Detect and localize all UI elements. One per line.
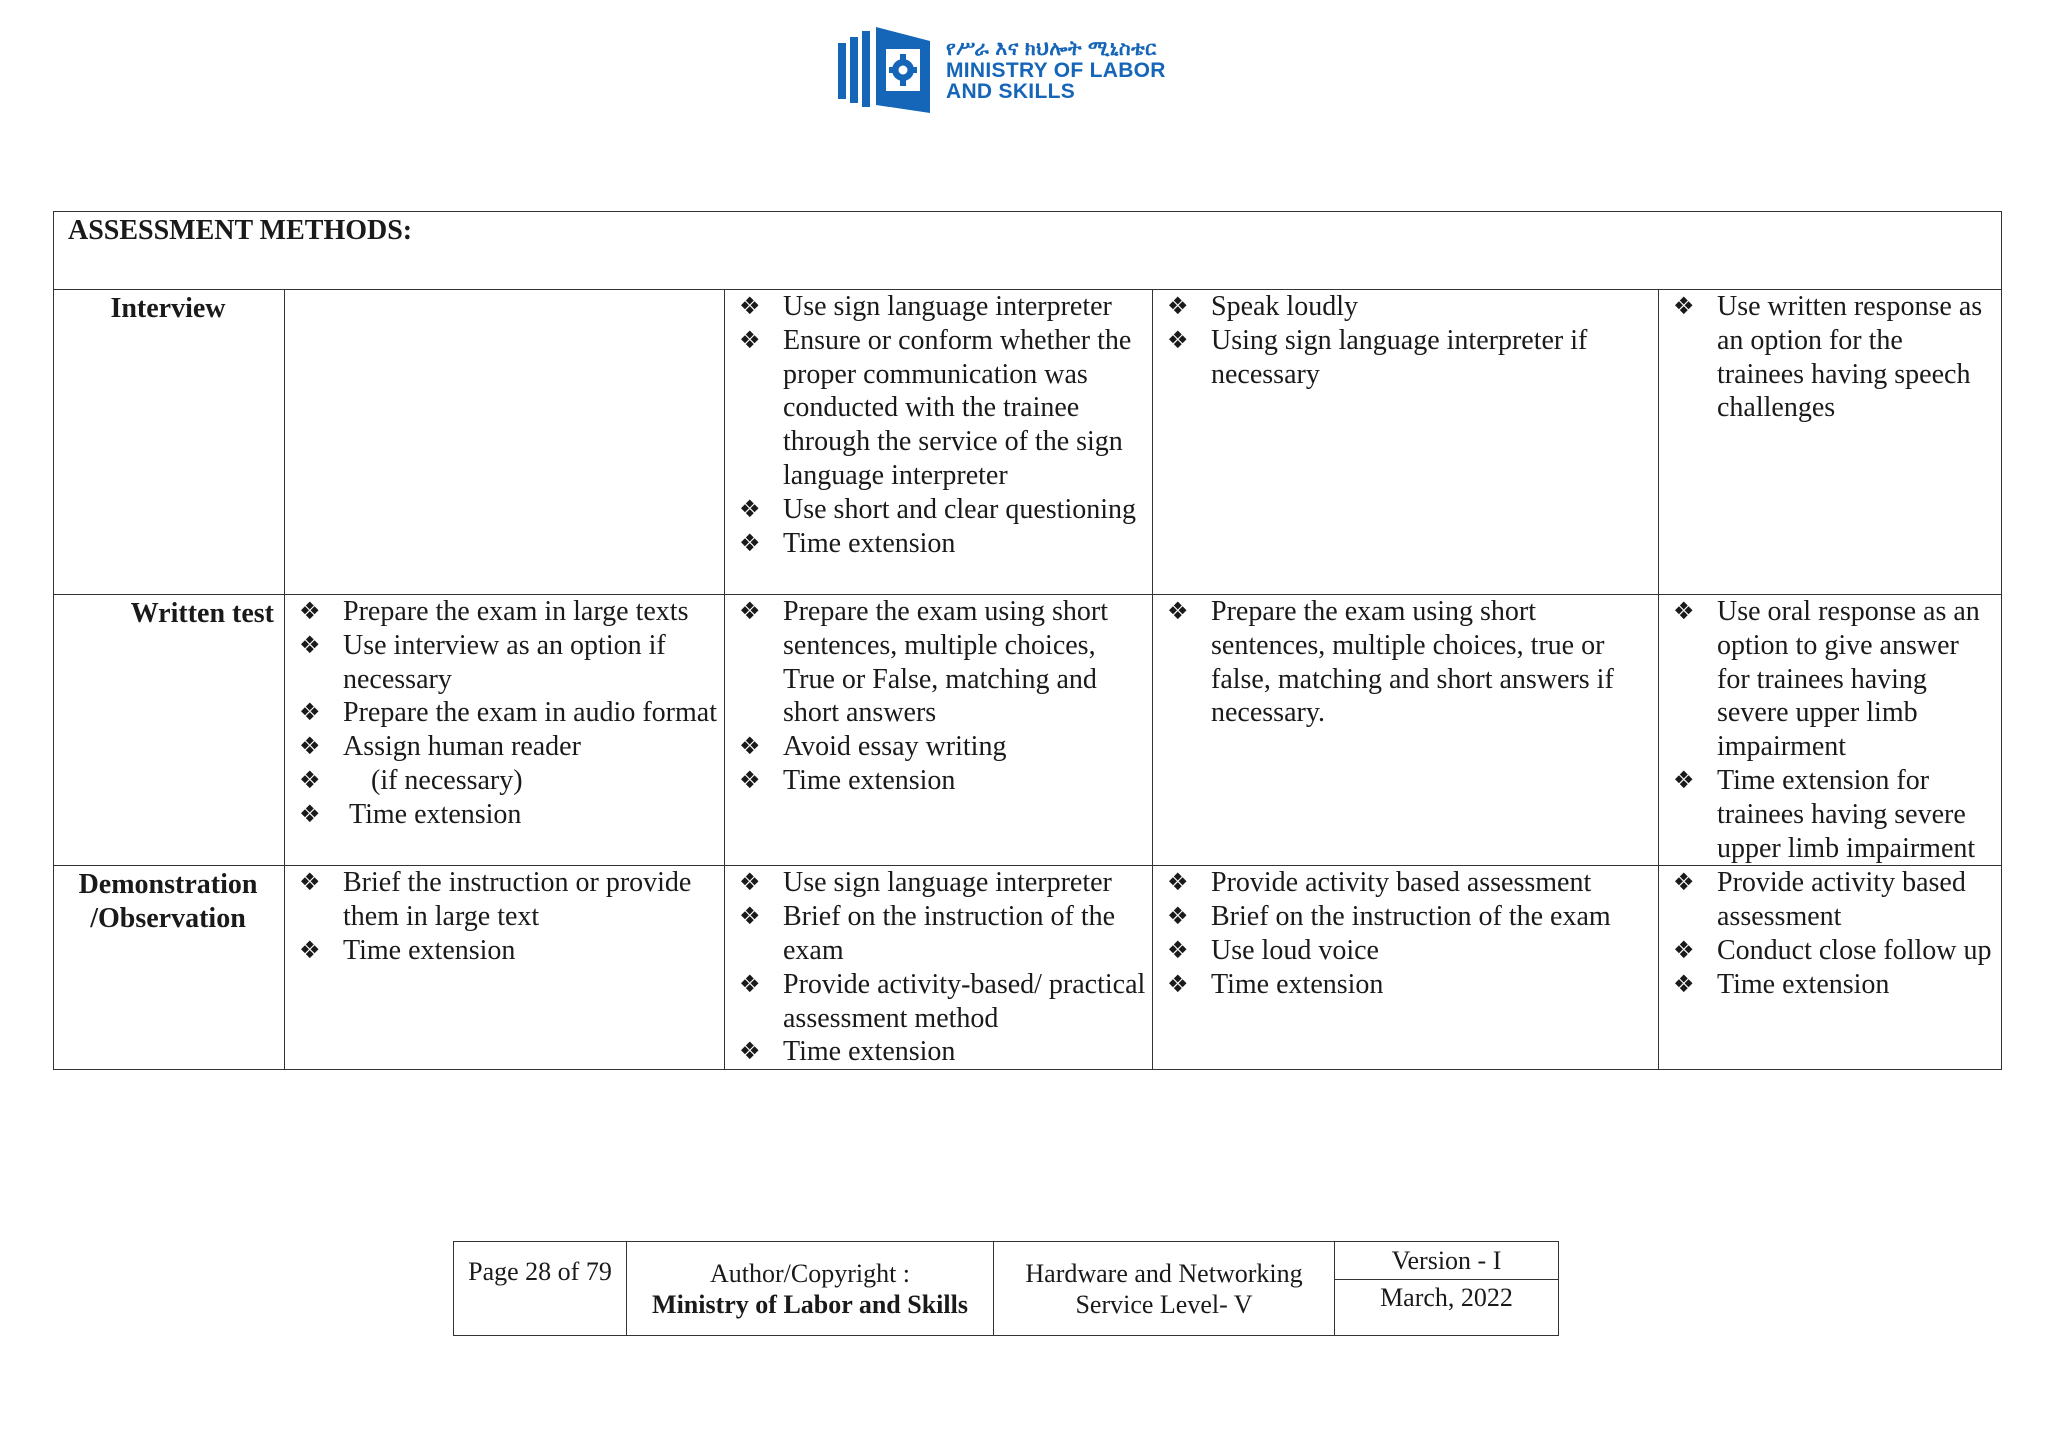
footer-version: Version - I [1335, 1242, 1559, 1280]
list-item: ❖ Time extension [1673, 968, 1995, 1002]
list-item: ❖ (if necessary) [299, 764, 718, 798]
list-item: ❖ Time extension [1167, 968, 1652, 1002]
list-item: ❖ Provide activity-based/ practical assessment method [739, 968, 1146, 1036]
footer-date: March, 2022 [1335, 1280, 1559, 1336]
logo-line-2: AND SKILLS [946, 79, 1075, 103]
list-item: ❖ Time extension [299, 798, 718, 832]
list-item: ❖ Use sign language interpreter [739, 866, 1146, 900]
list-item: ❖ Assign human reader [299, 730, 718, 764]
list-item: ❖ Time extension for trainees having severe upper limb impairment [1673, 764, 1995, 865]
table-row [54, 290, 2002, 595]
cell-interview-c2 [725, 290, 1153, 595]
method-line-1: Demonstration [78, 869, 258, 901]
ministry-emblem-icon [838, 27, 936, 113]
list-item: ❖ Provide activity based assessment [1167, 866, 1652, 900]
table-title-row [54, 212, 2002, 290]
cell-written-c2 [725, 595, 1153, 866]
method-written-test: Written test [54, 595, 285, 866]
author-name: Ministry of Labor and Skills [652, 1289, 968, 1319]
list-item: ❖ Using sign language interpreter if necessary [1167, 324, 1652, 392]
list-item: ❖ Avoid essay writing [739, 730, 1146, 764]
cell-demo-c1 [285, 866, 725, 1070]
list-item: ❖ Prepare the exam using short sentences, multiple choices, true or false, matching and short answers if necessary. [1167, 595, 1652, 730]
logo-line-1: MINISTRY OF LABOR [946, 58, 1166, 82]
cell-interview-c1 [285, 290, 725, 595]
method-demonstration-observation [54, 866, 285, 1070]
assessment-methods-table [53, 211, 2002, 1070]
list-item: ❖ Brief on the instruction of the exam [739, 900, 1146, 968]
list-item: ❖ Time extension [739, 1035, 1146, 1069]
cell-demo-c3 [1153, 866, 1659, 1070]
list-item: ❖ Prepare the exam using short sentences, multiple choices, True or False, matching and short answers [739, 595, 1146, 730]
list-item: ❖ Conduct close follow up [1673, 934, 1995, 968]
author-label: Author/Copyright : [709, 1258, 911, 1288]
footer-author [627, 1242, 994, 1336]
method-line-2: /Observation [90, 903, 246, 935]
list-item: ❖ Use interview as an option if necessary [299, 629, 718, 697]
logo-amharic-text: የሥራ እና ክህሎት ሚኒስቴር [946, 37, 1157, 60]
cell-written-c3 [1153, 595, 1659, 866]
list-item: ❖ Time extension [739, 527, 1146, 561]
list-item: ❖ Brief on the instruction of the exam [1167, 900, 1652, 934]
list-item: ❖ Brief the instruction or provide them in large text [299, 866, 718, 934]
list-item: ❖ Provide activity based assessment [1673, 866, 1995, 934]
list-item: ❖ Speak loudly [1167, 290, 1652, 324]
list-item: ❖ Ensure or conform whether the proper communication was conducted with the trainee through the service of the sign language interpreter [739, 324, 1146, 493]
table-row [54, 595, 2002, 866]
course-line-2: Service Level- V [1075, 1289, 1253, 1319]
cell-demo-c4 [1659, 866, 2002, 1070]
list-item: ❖ Use sign language interpreter [739, 290, 1146, 324]
page-number: Page 28 of 79 [454, 1242, 627, 1336]
course-line-1: Hardware and Networking [1025, 1258, 1303, 1288]
ministry-logo [838, 27, 1166, 113]
list-item: ❖ Use written response as an option for the trainees having speech challenges [1673, 290, 1995, 425]
footer-course [994, 1242, 1335, 1336]
list-item: ❖ Time extension [739, 764, 1146, 798]
cell-interview-c3 [1153, 290, 1659, 595]
list-item: ❖ Prepare the exam in large texts [299, 595, 718, 629]
table-title: ASSESSMENT METHODS: [54, 212, 2002, 290]
table-row [54, 866, 2002, 1070]
list-item: ❖ Use oral response as an option to give answer for trainees having severe upper limb impairment [1673, 595, 1995, 764]
cell-written-c1 [285, 595, 725, 866]
list-item: ❖ Use short and clear questioning [739, 493, 1146, 527]
cell-demo-c2 [725, 866, 1153, 1070]
page-footer [453, 1241, 1559, 1336]
list-item: ❖ Time extension [299, 934, 718, 968]
cell-written-c4 [1659, 595, 2002, 866]
logo-text [946, 39, 1166, 102]
list-item: ❖ Use loud voice [1167, 934, 1652, 968]
list-item: ❖ Prepare the exam in audio format [299, 696, 718, 730]
method-interview: Interview [54, 290, 285, 595]
cell-interview-c4 [1659, 290, 2002, 595]
